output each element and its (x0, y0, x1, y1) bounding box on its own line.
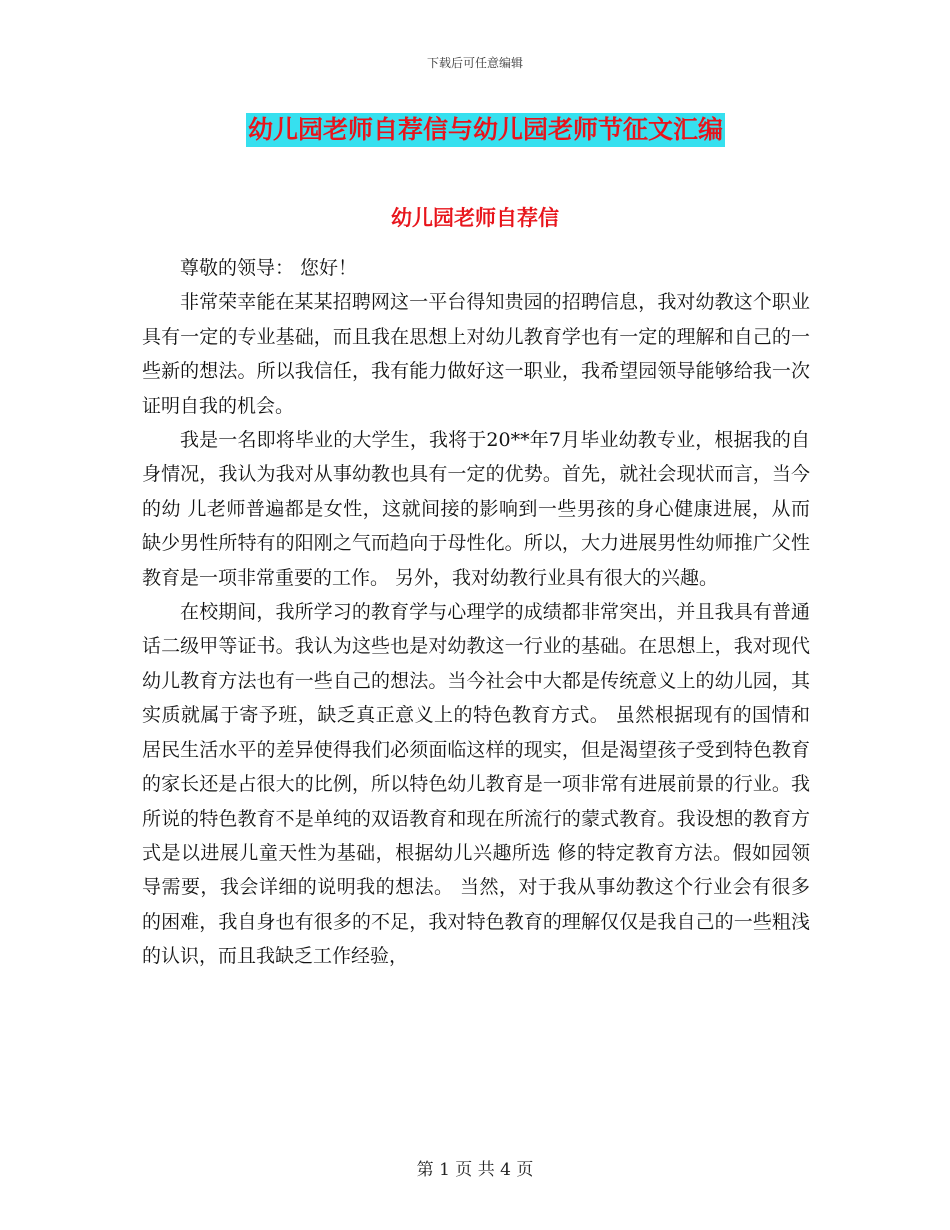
document-body (142, 251, 810, 974)
header-note: 下载后可任意编辑 (426, 56, 523, 70)
document-subtitle: 幼儿园老师自荐信 (391, 206, 559, 230)
page-number: 第 1 页 共 4 页 (416, 1160, 534, 1180)
body-paragraph: 非常荣幸能在某某招聘网这一平台得知贵园的招聘信息，我对幼教这个职业具有一定的专业基础，而且我在思想上对幼儿教育学也有一定的理解和自己的一些新的想法。所以我信任，我有能力做好这一职业，我希望园领导能够给我一次证明自我的机会。 (142, 291, 810, 417)
body-paragraph: 我是一名即将毕业的大学生，我将于20**年7月毕业幼教专业，根据我的自身情况，我认为我对从事幼教也具有一定的优势。首先，就社会现状而言，当今的幼 儿老师普遍都是女性，这就间接的影响到一些男孩的身心健康进展，从而缺少男性所特有的阳刚之气而趋向于母性化。所以，大力进展男性幼师推广父性教育是一项非常重要的工作。 另外，我对幼教行业具有很大的兴趣。 (142, 429, 810, 589)
body-paragraph: 在校期间，我所学习的教育学与心理学的成绩都非常突出，并且我具有普通话二级甲等证书。我认为这些也是对幼教这一行业的基础。在思想上，我对现代幼儿教育方法也有一些自己的想法。当今社会中大都是传统意义上的幼儿园，其实质就属于寄予班，缺乏真正意义上的特色教育方式。 虽然根据现有的国情和居民生活水平的差异使得我们必须面临这样的现实，但是渴望孩子受到特色教育的家长还是占很大的比例，所以特色幼儿教育是一项非常有进展前景的行业。我所说的特色教育不是单纯的双语教育和现在所流行的蒙式教育。我设想的教育方式是以进展儿童天性为基础，根据幼儿兴趣所选 修的特定教育方法。假如园领导需要，我会详细的说明我的想法。 当然，对于我从事幼教这个行业会有很多的困难，我自身也有很多的不足，我对特色教育的理解仅仅是我自己的一些粗浅的认识，而且我缺乏工作经验， (142, 601, 810, 968)
document-title: 幼儿园老师自荐信与幼儿园老师节征文汇编 (246, 113, 725, 147)
salutation-paragraph: 尊敬的领导： 您好！ (180, 257, 358, 279)
